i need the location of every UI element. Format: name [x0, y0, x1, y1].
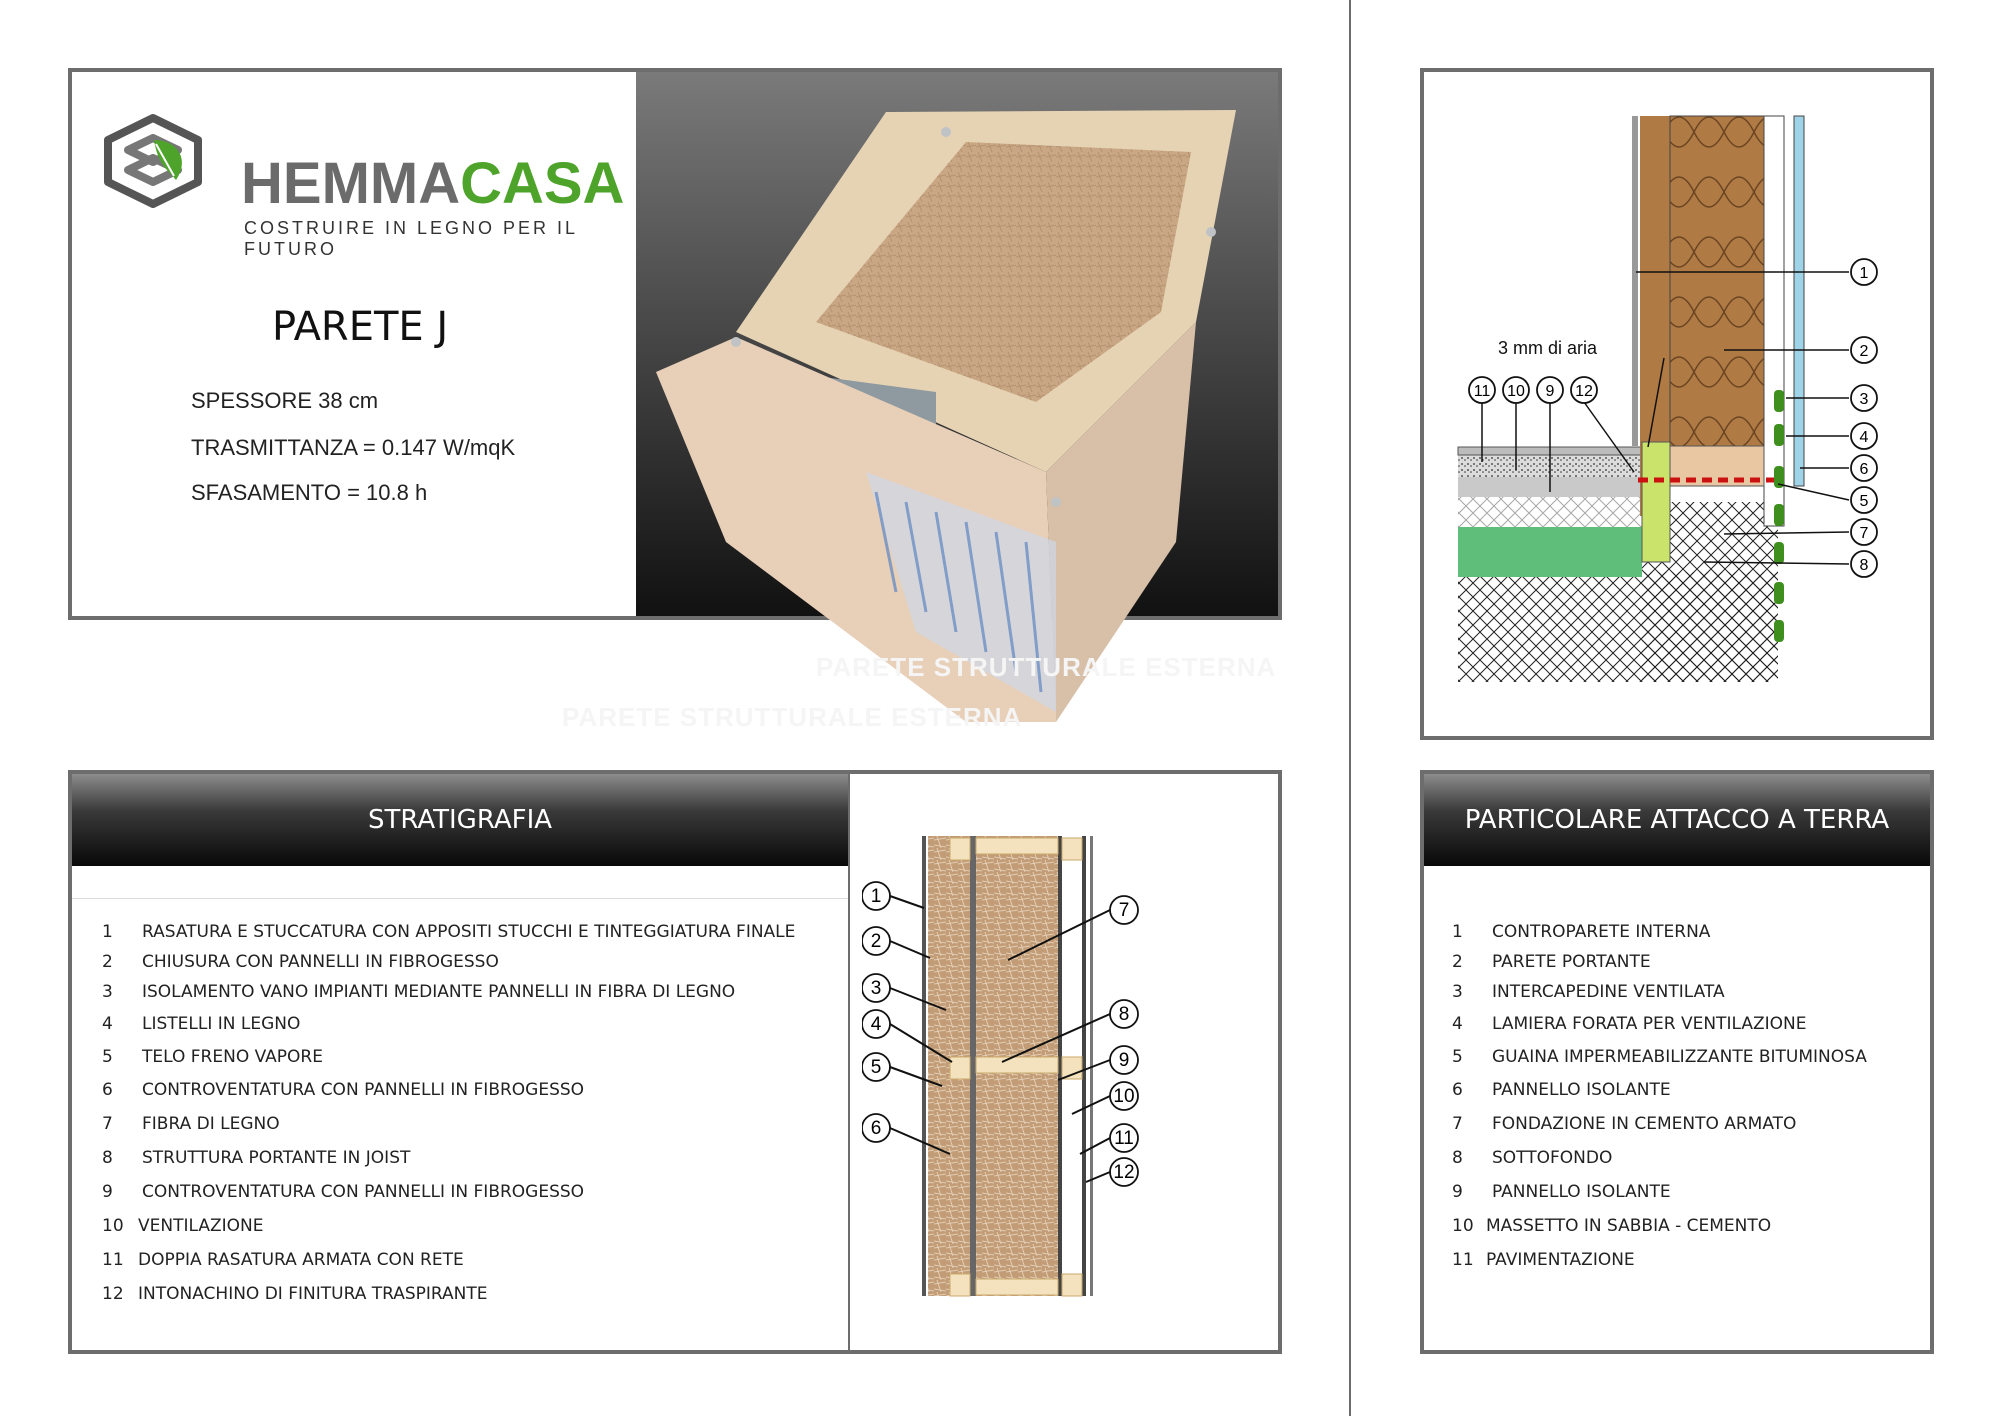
layer-number: 10 [102, 1216, 124, 1236]
section-callout: 8 [1118, 1004, 1130, 1025]
layer-description: ISOLAMENTO VANO IMPIANTI MEDIANTE PANNELLI IN FIBRA DI LEGNO [142, 982, 736, 1002]
layer-description: CONTROVENTATURA CON PANNELLI IN FIBROGESSO [142, 1080, 585, 1100]
layer-description: STRUTTURA PORTANTE IN JOIST [142, 1148, 411, 1168]
item-number: 1 [1452, 922, 1463, 942]
layer-number: 9 [102, 1182, 113, 1202]
header-separator [72, 898, 848, 899]
section-callout: 2 [870, 931, 882, 952]
layer-description: TELO FRENO VAPORE [142, 1047, 323, 1067]
layer-number: 12 [102, 1284, 124, 1304]
detail-callout: 6 [1859, 461, 1869, 478]
wall-sample-photo [636, 72, 1278, 616]
item-number: 10 [1452, 1216, 1474, 1236]
item-description: INTERCAPEDINE VENTILATA [1492, 982, 1725, 1002]
item-description: CONTROPARETE INTERNA [1492, 922, 1711, 942]
ghost-text-2: PARETE STRUTTURALE ESTERNA [562, 702, 1023, 732]
item-number: 2 [1452, 952, 1463, 972]
spec-thickness: SPESSORE 38 cm [191, 388, 379, 413]
item-description: PARETE PORTANTE [1492, 952, 1651, 972]
item-number: 11 [1452, 1250, 1474, 1270]
item-number: 8 [1452, 1148, 1463, 1168]
layer-description: RASATURA E STUCCATURA CON APPOSITI STUCCHI E TINTEGGIATURA FINALE [142, 922, 796, 942]
layer-number: 3 [102, 982, 113, 1002]
item-description: MASSETTO IN SABBIA - CEMENTO [1486, 1216, 1772, 1236]
detail-callout: 10 [1507, 383, 1525, 400]
item-description: PAVIMENTAZIONE [1486, 1250, 1635, 1270]
layer-description: LISTELLI IN LEGNO [142, 1014, 301, 1034]
section-callout: 7 [1118, 900, 1130, 921]
layer-number: 1 [102, 922, 113, 942]
item-number: 6 [1452, 1080, 1463, 1100]
detail-callout: 11 [1473, 383, 1491, 400]
wall-title: PARETE J [272, 304, 449, 350]
detail-callout: 5 [1859, 493, 1869, 510]
column-divider [848, 774, 850, 1350]
section-callout: 10 [1113, 1086, 1135, 1107]
ghost-text-1: PARETE STRUTTURALE ESTERNA [816, 652, 1277, 682]
item-description: PANNELLO ISOLANTE [1492, 1080, 1671, 1100]
detail-callout: 1 [1859, 265, 1869, 282]
layer-description: INTONACHINO DI FINITURA TRASPIRANTE [138, 1284, 488, 1304]
section-callout: 1 [870, 886, 882, 907]
layer-number: 7 [102, 1114, 113, 1134]
ground-detail-drawing [1424, 72, 1930, 736]
air-gap-label: 3 mm di aria [1498, 338, 1598, 358]
item-number: 4 [1452, 1014, 1463, 1034]
item-description: LAMIERA FORATA PER VENTILAZIONE [1492, 1014, 1807, 1034]
page-divider [1349, 0, 1351, 1416]
item-description: FONDAZIONE IN CEMENTO ARMATO [1492, 1114, 1797, 1134]
layer-number: 8 [102, 1148, 113, 1168]
ground-attachment-legend-panel [1420, 770, 1934, 1354]
wall-section-drawing [862, 824, 1162, 1334]
attachment-header: PARTICOLARE ATTACCO A TERRA [1424, 774, 1930, 866]
item-number: 5 [1452, 1047, 1463, 1067]
section-callout: 6 [870, 1118, 882, 1139]
wall-summary-panel [68, 68, 1282, 732]
layer-number: 4 [102, 1014, 113, 1034]
item-description: PANNELLO ISOLANTE [1492, 1182, 1671, 1202]
layer-description: DOPPIA RASATURA ARMATA CON RETE [138, 1250, 464, 1270]
item-number: 9 [1452, 1182, 1463, 1202]
layer-description: CONTROVENTATURA CON PANNELLI IN FIBROGESSO [142, 1182, 585, 1202]
brand-logo [98, 110, 625, 259]
item-description: GUAINA IMPERMEABILIZZANTE BITUMINOSA [1492, 1047, 1867, 1067]
ground-detail-panel [1420, 68, 1934, 740]
detail-callout: 3 [1859, 391, 1869, 408]
section-callout: 11 [1114, 1128, 1134, 1149]
layer-description: VENTILAZIONE [138, 1216, 264, 1236]
spec-phase-shift: SFASAMENTO = 10.8 h [191, 480, 428, 505]
layer-description: CHIUSURA CON PANNELLI IN FIBROGESSO [142, 952, 499, 972]
brand-name: HEMMACASA [241, 151, 625, 216]
detail-callout: 4 [1859, 429, 1869, 446]
detail-callout: 7 [1859, 525, 1869, 542]
item-number: 7 [1452, 1114, 1463, 1134]
item-description: SOTTOFONDO [1492, 1148, 1613, 1168]
detail-callout: 8 [1859, 557, 1869, 574]
layer-number: 5 [102, 1047, 113, 1067]
stratigraphy-header: STRATIGRAFIA [72, 774, 848, 866]
section-callout: 5 [870, 1057, 882, 1078]
spec-transmittance: TRASMITTANZA = 0.147 W/mqK [191, 435, 516, 460]
section-callout: 12 [1113, 1162, 1135, 1183]
detail-callout: 2 [1859, 343, 1869, 360]
stratigraphy-panel [68, 770, 1282, 1354]
section-callout: 9 [1118, 1050, 1130, 1071]
wall-sample-image [636, 72, 1278, 752]
brand-tagline: COSTRUIRE IN LEGNO PER IL FUTURO [244, 218, 578, 259]
layer-number: 6 [102, 1080, 113, 1100]
item-number: 3 [1452, 982, 1463, 1002]
layer-number: 11 [102, 1250, 124, 1270]
layer-description: FIBRA DI LEGNO [142, 1114, 280, 1134]
detail-callout: 12 [1575, 383, 1593, 400]
layer-number: 2 [102, 952, 113, 972]
section-callout: 4 [870, 1014, 882, 1035]
detail-callout: 9 [1545, 383, 1555, 400]
logo-mark-icon [98, 110, 208, 210]
section-callout: 3 [870, 978, 882, 999]
